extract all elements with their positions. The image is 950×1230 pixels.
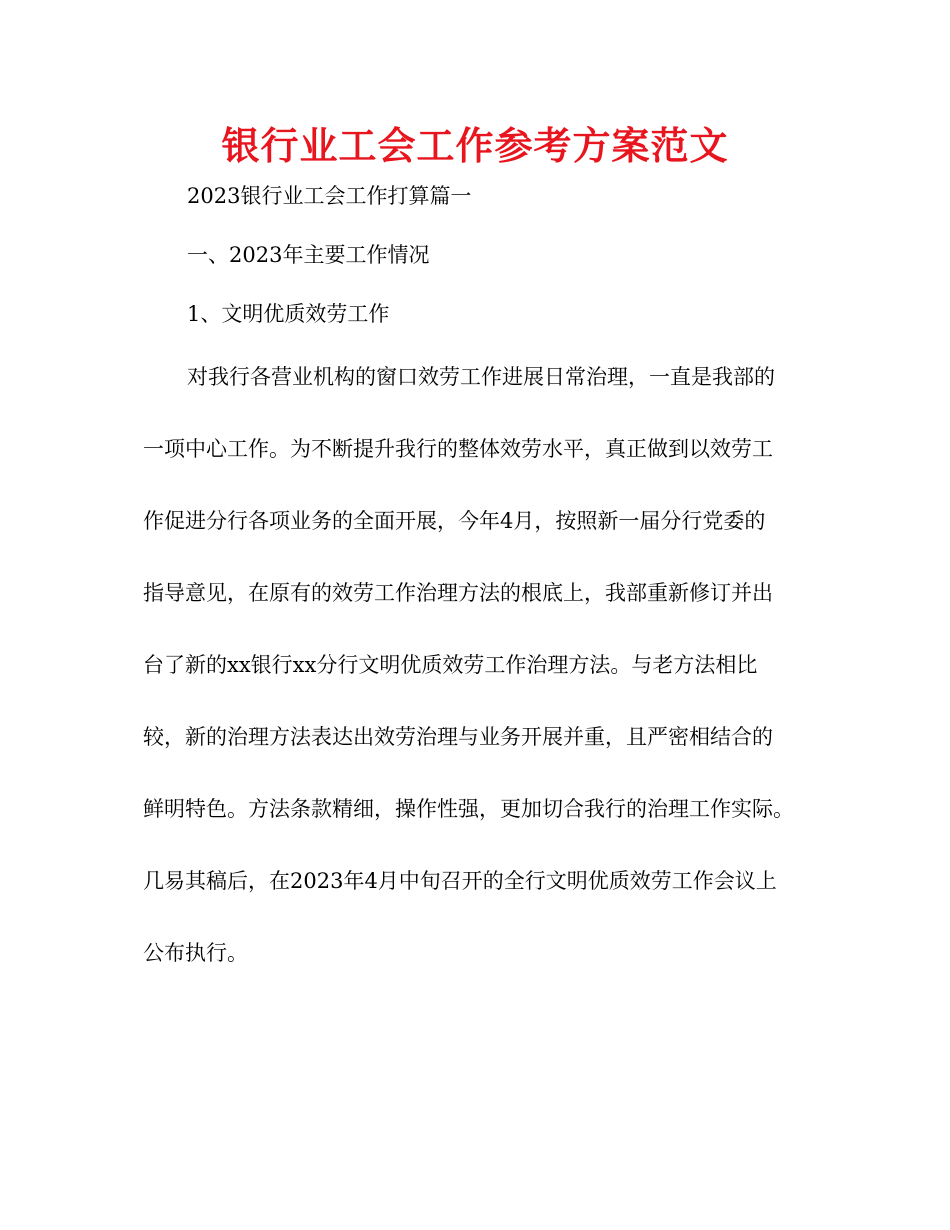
- section-heading: 一、2023年主要工作情况: [187, 243, 430, 267]
- paragraph-line: 鲜明特色。方法条款精细，操作性强，更加切合我行的治理工作实际。: [143, 797, 794, 821]
- paragraph-line: 公布执行。: [143, 941, 248, 965]
- paragraph-line: 对我行各营业机构的窗口效劳工作进展日常治理，一直是我部的: [187, 365, 775, 389]
- paragraph-line: 一项中心工作。为不断提升我行的整体效劳水平，真正做到以效劳工: [143, 437, 773, 461]
- subsection-heading: 1、文明优质效劳工作: [187, 302, 390, 326]
- paragraph-line: 台了新的xx银行xx分行文明优质效劳工作治理方法。与老方法相比: [143, 653, 758, 677]
- paragraph-line: 指导意见，在原有的效劳工作治理方法的根底上，我部重新修订并出: [143, 581, 773, 605]
- paragraph-line: 作促进分行各项业务的全面开展，今年4月，按照新一届分行党委的: [143, 509, 766, 533]
- document-title: 银行业工会工作参考方案范文: [221, 124, 729, 168]
- paragraph-line: 几易其稿后，在2023年4月中旬召开的全行文明优质效劳工作会议上: [143, 869, 777, 893]
- document-subtitle: 2023银行业工会工作打算篇一: [187, 184, 472, 208]
- paragraph-line: 较，新的治理方法表达出效劳治理与业务开展并重，且严密相结合的: [143, 725, 773, 749]
